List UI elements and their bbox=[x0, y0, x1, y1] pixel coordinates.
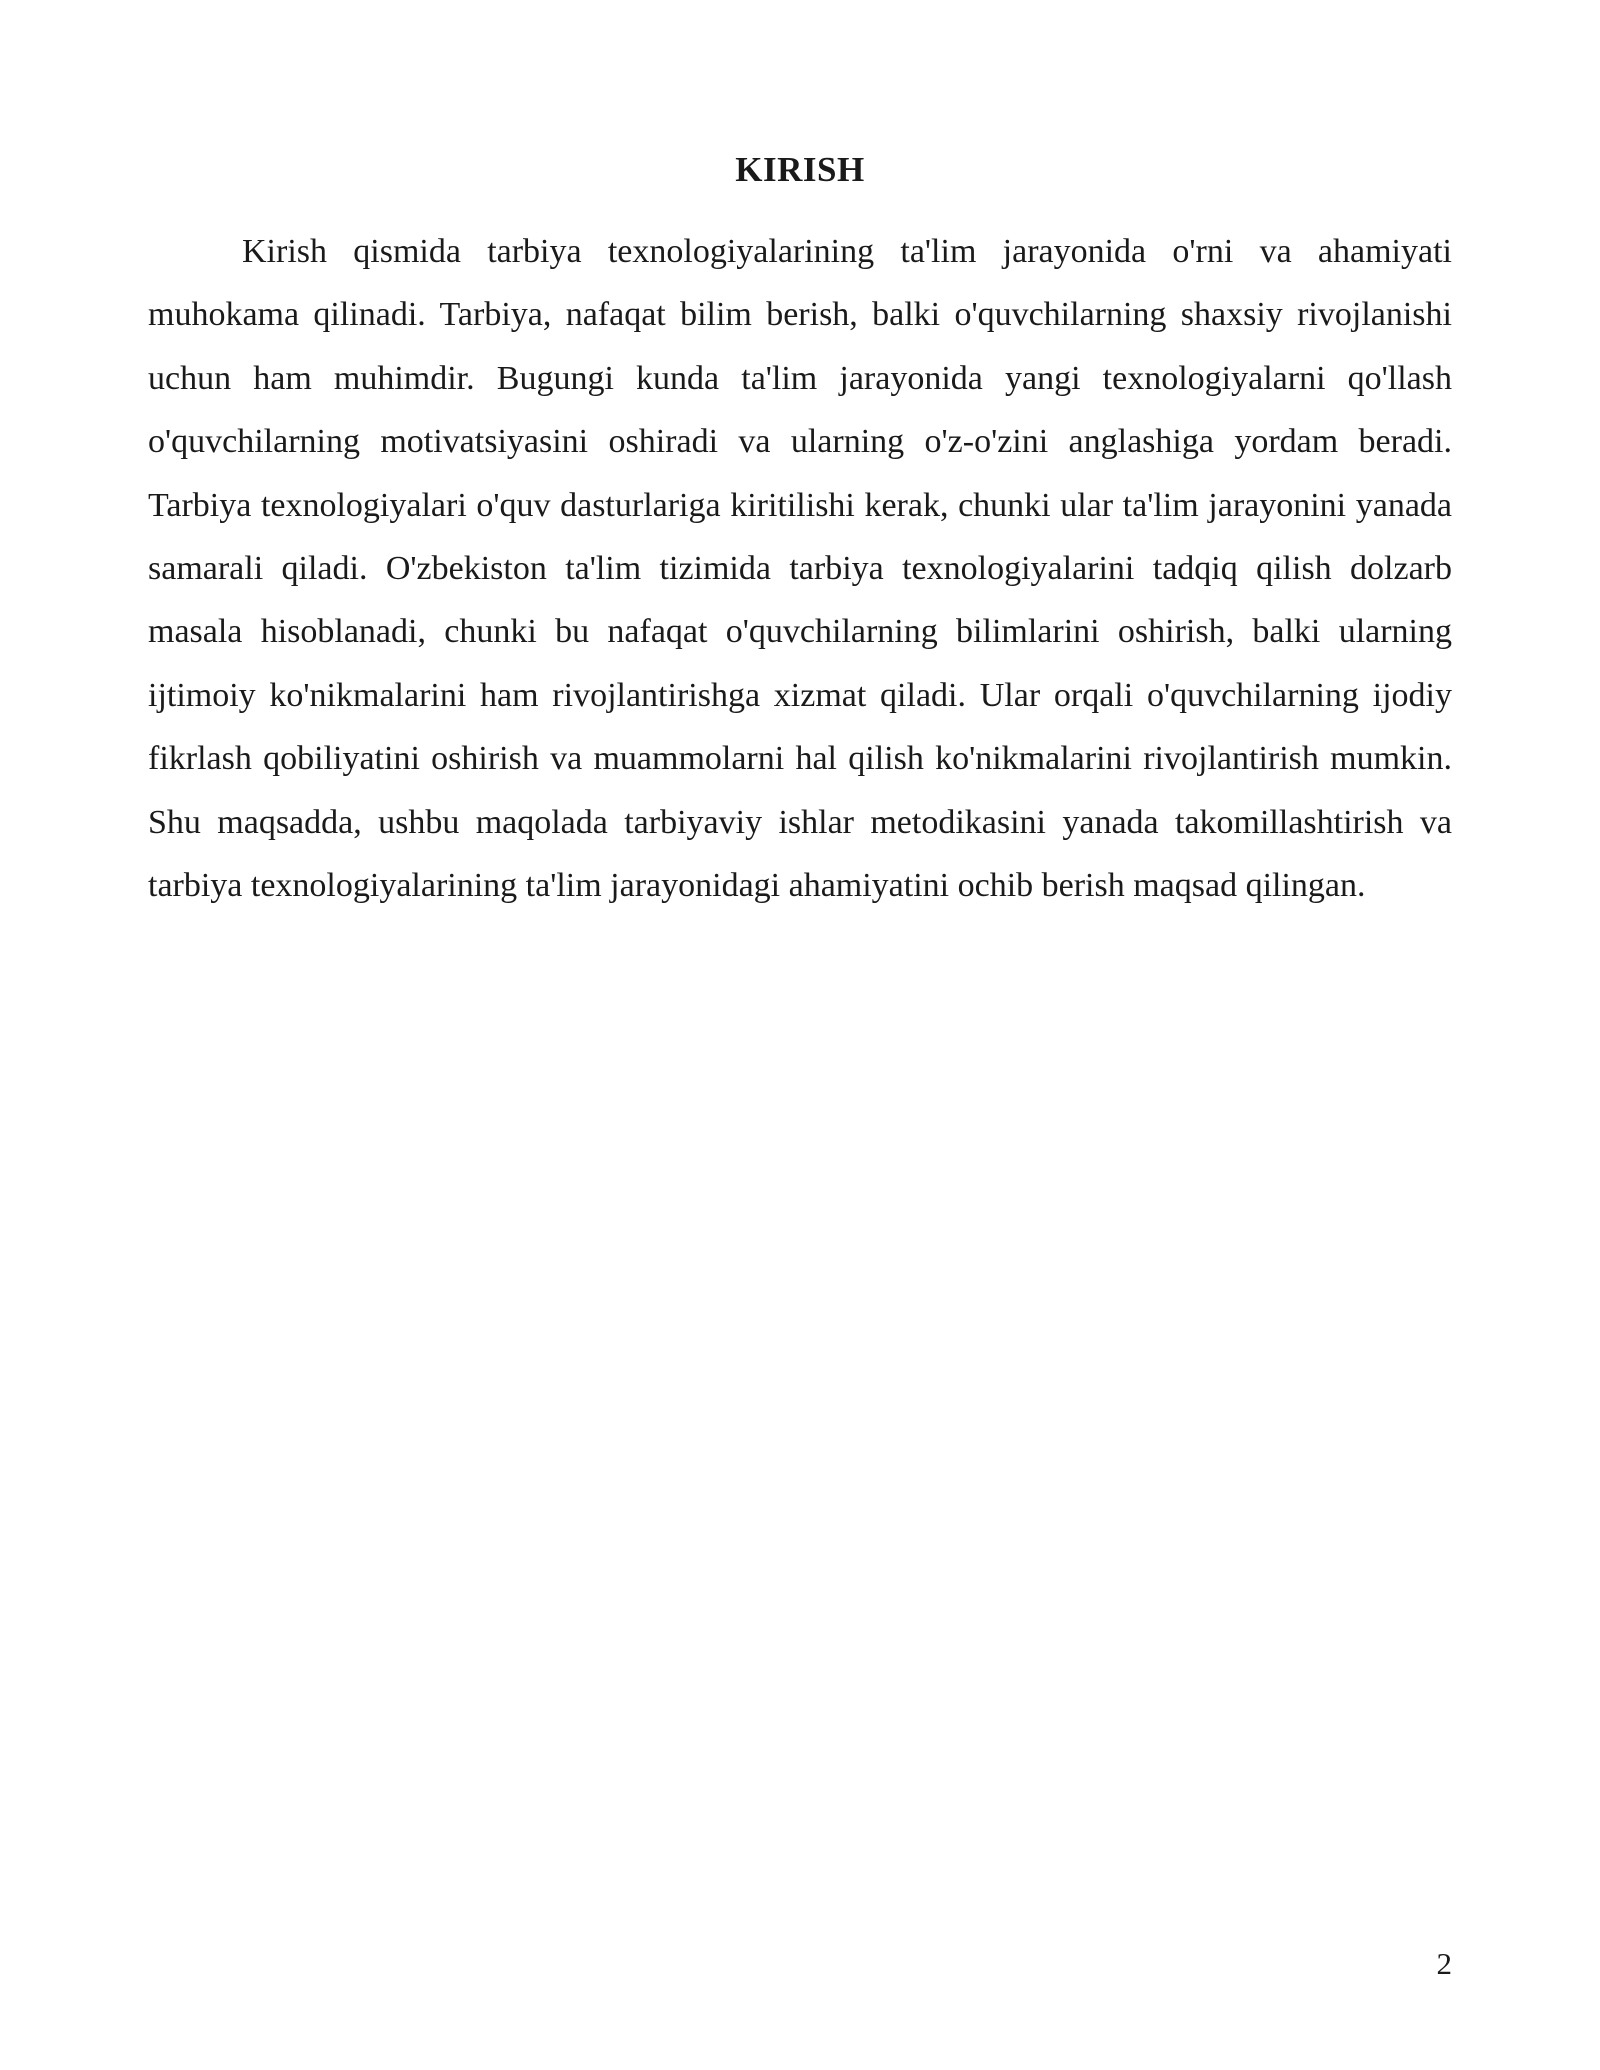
section-heading: KIRISH bbox=[735, 150, 865, 189]
page-number: 2 bbox=[1436, 1946, 1452, 1981]
introduction-paragraph: Kirish qismida tarbiya texnologiyalarining ta'lim jarayonida o'rni va ahamiyati muhokama qilinadi. Tarbiya, nafaqat bilim berish, balki o'quvchilarning shaxsiy rivojlanishi uchun ham muhimdir. Bugungi kunda ta'lim jarayonida yangi texnologiyalarni qo'llash o'quvchilarning motivatsiyasini oshiradi va ularning o'z-o'zini anglashiga yordam beradi. Tarbiya texnologiyalari o'quv dasturlariga kiritilishi kerak, chunki ular ta'lim jarayonini yanada samarali qiladi. O'zbekiston ta'lim tizimida tarbiya texnologiyalarini tadqiq qilish dolzarb masala hisoblanadi, chunki bu nafaqat o'quvchilarning bilimlarini oshirish, balki ularning ijtimoiy ko'nikmalarini ham rivojlantirishga xizmat qiladi. Ular orqali o'quvchilarning ijodiy fikrlash qobiliyatini oshirish va muammolarni hal qilish ko'nikmalarini rivojlantirish mumkin. Shu maqsadda, ushbu maqolada tarbiyaviy ishlar metodikasini yanada takomillashtirish va tarbiya texnologiyalarining ta'lim jarayonidagi ahamiyatini ochib berish maqsad qilingan. bbox=[148, 233, 1452, 905]
